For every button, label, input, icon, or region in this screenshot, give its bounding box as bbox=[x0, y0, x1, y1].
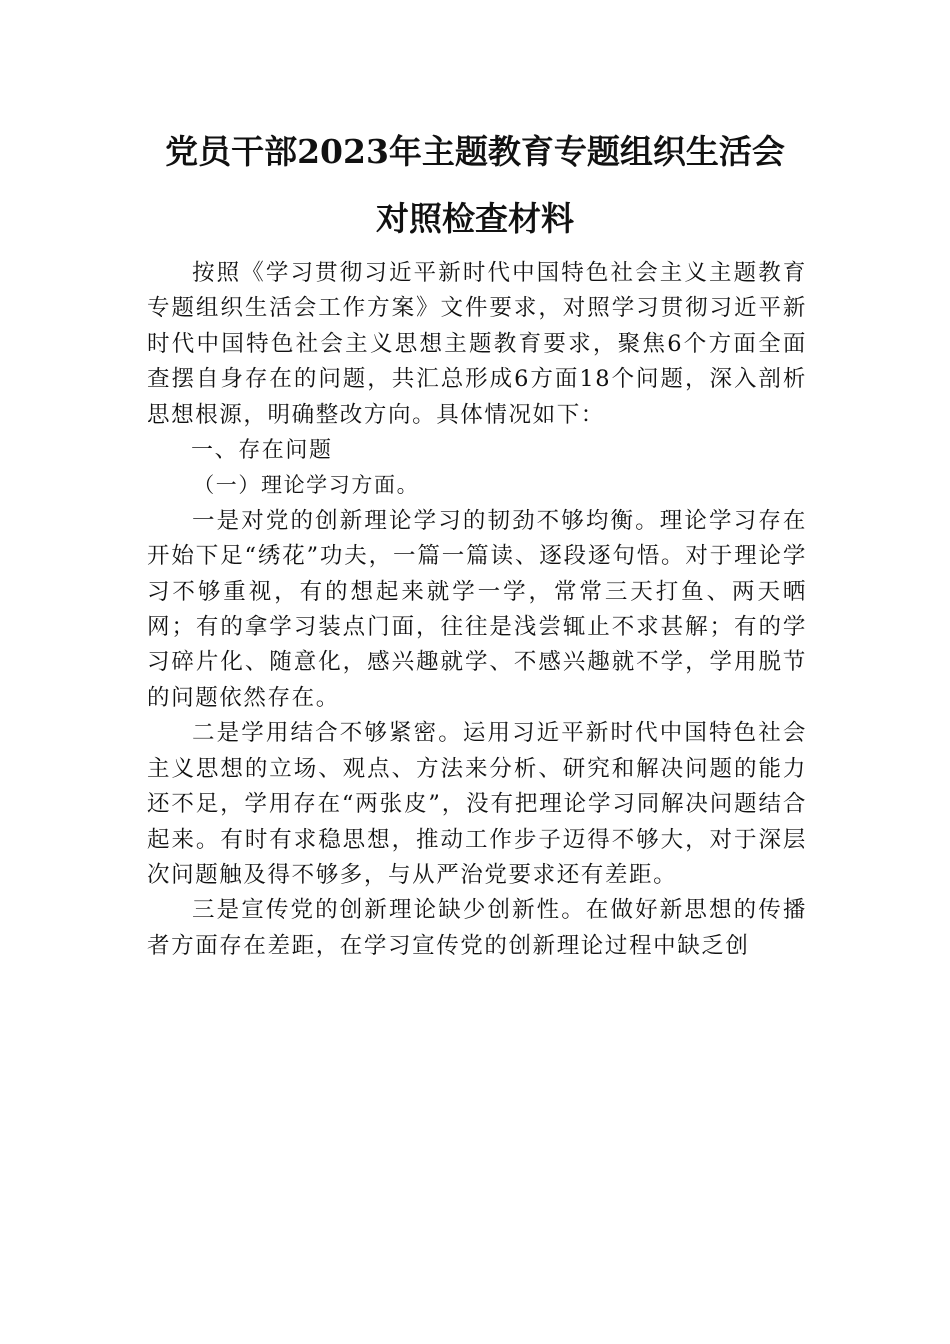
section-heading-problems: 一、存在问题 bbox=[191, 438, 333, 464]
problem-paragraph-2: 二是学用结合不够紧密。运用习近平新时代中国特色社会主义思想的立场、观点、方法来分析、研究和解决问题的能力还不足，学用存在“两张皮”，没有把理论学习同解决问题结合起来。有时有求稳思想，推动工作步子迈得不够大，对于深层次问题触及得不够多，与从严治党要求还有差距。 bbox=[147, 720, 807, 888]
intro-paragraph: 按照《学习贯彻习近平新时代中国特色社会主义主题教育专题组织生活会工作方案》文件要求，对照学习贯彻习近平新时代中国特色社会主义思想主题教育要求，聚焦6个方面全面查摆自身存在的问题，共汇总形成6方面18个问题，深入剖析思想根源，明确整改方向。具体情况如下： bbox=[147, 260, 807, 428]
document-title-line-2: 对照检查材料 bbox=[376, 199, 574, 238]
document-title-line-1: 党员干部2023年主题教育专题组织生活会 bbox=[165, 132, 785, 171]
document-body bbox=[147, 256, 807, 964]
problem-paragraph-1: 一是对党的创新理论学习的韧劲不够均衡。理论学习存在开始下足“绣花”功夫，一篇一篇读、逐段逐句悟。对于理论学习不够重视，有的想起来就学一学，常常三天打鱼、两天晒网；有的拿学习装点门面，往往是浅尝辄止不求甚解；有的学习碎片化、随意化，感兴趣就学、不感兴趣就不学，学用脱节的问题依然存在。 bbox=[147, 507, 807, 711]
problem-paragraph-3: 三是宣传党的创新理论缺少创新性。在做好新思想的传播者方面存在差距，在学习宣传党的创新理论过程中缺乏创 bbox=[147, 897, 807, 959]
subsection-heading-theory-study: （一）理论学习方面。 bbox=[193, 473, 420, 498]
